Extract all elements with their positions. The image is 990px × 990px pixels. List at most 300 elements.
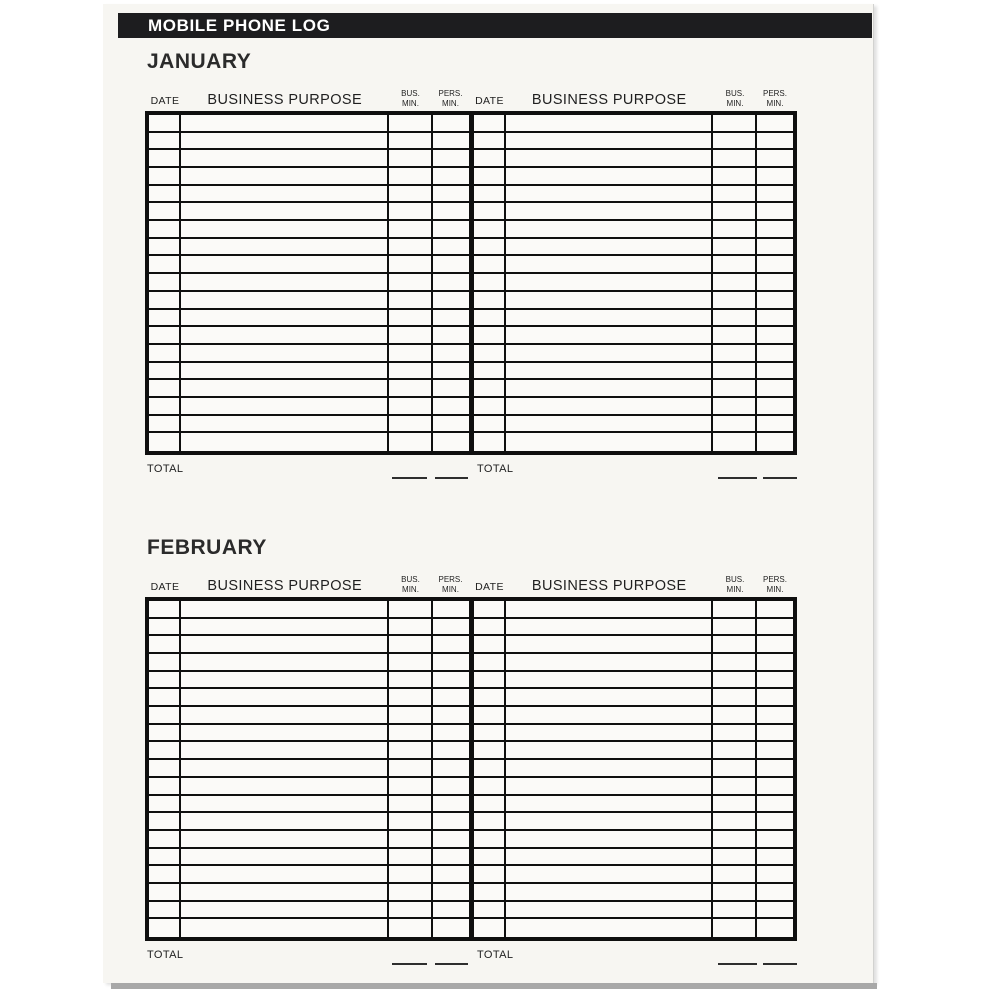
table-row (149, 742, 469, 760)
bus-min-cell (713, 239, 757, 255)
pers-min-cell (757, 778, 793, 794)
totals-row (145, 949, 797, 975)
date-cell (149, 398, 181, 414)
pers-min-cell (433, 742, 469, 758)
pers-min-cell (757, 601, 793, 617)
purpose-cell (181, 902, 389, 918)
date-cell (474, 760, 506, 776)
table-row (149, 919, 469, 937)
pers-min-cell (757, 186, 793, 202)
pers-min-cell (433, 115, 469, 131)
bus-min-cell (389, 416, 433, 432)
date-cell (149, 221, 181, 237)
purpose-cell (181, 636, 389, 652)
bus-min-cell (713, 884, 757, 900)
column-header-bus-min: BUS. MIN. (401, 575, 420, 594)
column-header-bus-min: BUS. MIN. (725, 89, 745, 108)
bus-min-cell (713, 813, 757, 829)
bus-min-cell (389, 327, 433, 343)
pers-min-cell (757, 902, 793, 918)
bus-min-cell (389, 115, 433, 131)
table-row (474, 902, 794, 920)
column-header-pers-min: PERS. MIN. (762, 89, 787, 108)
table-row (474, 221, 794, 239)
purpose-cell (181, 689, 389, 705)
pers-min-cell (757, 345, 793, 361)
table-row (149, 398, 469, 416)
purpose-cell (181, 115, 389, 131)
date-cell (474, 619, 506, 635)
purpose-cell (181, 274, 389, 290)
month-title: FEBRUARY (147, 536, 267, 559)
total-blank-line-bus-left (392, 477, 427, 479)
bus-min-cell (713, 186, 757, 202)
purpose-cell (181, 849, 389, 865)
date-cell (149, 310, 181, 326)
purpose-cell (506, 831, 714, 847)
pers-min-cell (433, 203, 469, 219)
month-section (145, 50, 797, 489)
bus-min-cell (389, 601, 433, 617)
purpose-cell (181, 327, 389, 343)
purpose-cell (181, 239, 389, 255)
purpose-cell (506, 310, 714, 326)
date-cell (149, 707, 181, 723)
bus-min-cell (713, 115, 757, 131)
bus-min-cell (389, 778, 433, 794)
purpose-cell (506, 813, 714, 829)
table-row (474, 416, 794, 434)
pers-min-cell (757, 672, 793, 688)
purpose-cell (181, 310, 389, 326)
purpose-cell (506, 292, 714, 308)
date-cell (149, 239, 181, 255)
pers-min-cell (757, 221, 793, 237)
date-cell (474, 601, 506, 617)
purpose-cell (181, 707, 389, 723)
date-cell (474, 636, 506, 652)
pers-min-cell (433, 725, 469, 741)
pers-min-cell (433, 619, 469, 635)
date-cell (149, 884, 181, 900)
date-cell (474, 133, 506, 149)
purpose-cell (181, 778, 389, 794)
column-header-business-purpose: BUSINESS PURPOSE (531, 578, 687, 594)
pers-min-cell (757, 380, 793, 396)
date-cell (474, 813, 506, 829)
table-row (149, 601, 469, 619)
date-cell (149, 601, 181, 617)
purpose-cell (506, 239, 714, 255)
purpose-cell (506, 778, 714, 794)
pers-min-cell (757, 203, 793, 219)
purpose-cell (506, 884, 714, 900)
bus-min-cell (713, 778, 757, 794)
pers-min-cell (433, 601, 469, 617)
table-row (474, 256, 794, 274)
date-cell (474, 707, 506, 723)
pers-min-cell (757, 849, 793, 865)
date-cell (149, 831, 181, 847)
table-row (474, 186, 794, 204)
bus-min-cell (389, 849, 433, 865)
purpose-cell (506, 849, 714, 865)
pers-min-cell (757, 689, 793, 705)
table-row (474, 742, 794, 760)
pers-min-cell (433, 398, 469, 414)
table-row (474, 133, 794, 151)
pers-min-cell (433, 902, 469, 918)
date-cell (474, 380, 506, 396)
purpose-cell (181, 742, 389, 758)
purpose-cell (506, 256, 714, 272)
purpose-cell (506, 689, 714, 705)
date-cell (149, 725, 181, 741)
pers-min-cell (433, 831, 469, 847)
bus-min-cell (389, 760, 433, 776)
table-row (149, 778, 469, 796)
pers-min-cell (433, 778, 469, 794)
pers-min-cell (433, 274, 469, 290)
table-row (474, 398, 794, 416)
pers-min-cell (433, 221, 469, 237)
pers-min-cell (757, 760, 793, 776)
date-cell (149, 813, 181, 829)
pers-min-cell (757, 831, 793, 847)
column-header-date: DATE (150, 95, 180, 107)
date-cell (474, 831, 506, 847)
purpose-cell (506, 636, 714, 652)
bus-min-cell (389, 919, 433, 937)
date-cell (149, 203, 181, 219)
bus-min-cell (713, 310, 757, 326)
bus-min-cell (713, 831, 757, 847)
table-row (149, 433, 469, 451)
pers-min-cell (433, 760, 469, 776)
pers-min-cell (757, 796, 793, 812)
table-half-left (149, 115, 469, 451)
purpose-cell (506, 274, 714, 290)
pers-min-cell (757, 742, 793, 758)
table-row (149, 672, 469, 690)
pers-min-cell (433, 884, 469, 900)
bus-min-cell (713, 760, 757, 776)
date-cell (149, 866, 181, 882)
purpose-cell (506, 327, 714, 343)
purpose-cell (181, 203, 389, 219)
date-cell (474, 292, 506, 308)
date-cell (474, 256, 506, 272)
purpose-cell (181, 884, 389, 900)
table-row (149, 363, 469, 381)
purpose-cell (181, 416, 389, 432)
purpose-cell (181, 433, 389, 451)
table-row (149, 221, 469, 239)
table-row (474, 813, 794, 831)
table-half-left (149, 601, 469, 937)
purpose-cell (181, 654, 389, 670)
bus-min-cell (713, 725, 757, 741)
table-row (474, 239, 794, 257)
table-row (149, 689, 469, 707)
bus-min-cell (713, 689, 757, 705)
column-header-business-purpose: BUSINESS PURPOSE (207, 92, 363, 108)
title-bar (118, 13, 872, 38)
purpose-cell (181, 725, 389, 741)
purpose-cell (181, 345, 389, 361)
column-header-pers-min: PERS. MIN. (438, 89, 463, 108)
totals-row (145, 463, 797, 489)
purpose-cell (506, 150, 714, 166)
purpose-cell (181, 398, 389, 414)
purpose-cell (181, 221, 389, 237)
bus-min-cell (389, 742, 433, 758)
pers-min-cell (433, 866, 469, 882)
pers-min-cell (433, 689, 469, 705)
bus-min-cell (389, 221, 433, 237)
column-header-date: DATE (475, 581, 504, 593)
bus-min-cell (713, 866, 757, 882)
table-row (149, 813, 469, 831)
date-cell (149, 742, 181, 758)
bus-min-cell (389, 292, 433, 308)
bus-min-cell (713, 796, 757, 812)
bus-min-cell (389, 256, 433, 272)
purpose-cell (506, 133, 714, 149)
pers-min-cell (757, 256, 793, 272)
bus-min-cell (713, 150, 757, 166)
month-title: JANUARY (147, 50, 252, 73)
total-label-left: TOTAL (147, 949, 184, 961)
column-headers (145, 570, 797, 594)
bus-min-cell (389, 796, 433, 812)
purpose-cell (181, 813, 389, 829)
column-headers-left (149, 575, 469, 594)
bus-min-cell (713, 601, 757, 617)
table-row (474, 796, 794, 814)
log-page (103, 4, 874, 983)
pers-min-cell (433, 654, 469, 670)
purpose-cell (181, 601, 389, 617)
table-row (149, 831, 469, 849)
bus-min-cell (389, 345, 433, 361)
pers-min-cell (433, 380, 469, 396)
pers-min-cell (433, 672, 469, 688)
bus-min-cell (389, 310, 433, 326)
pers-min-cell (757, 654, 793, 670)
bus-min-cell (713, 433, 757, 451)
table-row (149, 203, 469, 221)
date-cell (149, 115, 181, 131)
date-cell (474, 150, 506, 166)
date-cell (149, 433, 181, 451)
pers-min-cell (433, 256, 469, 272)
table-row (149, 256, 469, 274)
date-cell (474, 866, 506, 882)
purpose-cell (506, 707, 714, 723)
table-row (474, 327, 794, 345)
purpose-cell (506, 416, 714, 432)
table-row (474, 203, 794, 221)
table-row (149, 168, 469, 186)
bus-min-cell (389, 813, 433, 829)
date-cell (474, 274, 506, 290)
bus-min-cell (389, 398, 433, 414)
date-cell (474, 203, 506, 219)
bus-min-cell (389, 433, 433, 451)
bus-min-cell (389, 636, 433, 652)
table-row (474, 363, 794, 381)
purpose-cell (506, 919, 714, 937)
purpose-cell (506, 380, 714, 396)
table-row (474, 168, 794, 186)
pers-min-cell (757, 919, 793, 937)
pers-min-cell (757, 168, 793, 184)
total-label-right: TOTAL (477, 949, 514, 961)
bus-min-cell (713, 672, 757, 688)
table-row (474, 884, 794, 902)
bus-min-cell (713, 221, 757, 237)
bus-min-cell (713, 168, 757, 184)
table-row (474, 345, 794, 363)
pers-min-cell (757, 133, 793, 149)
column-headers (145, 84, 797, 108)
pers-min-cell (433, 433, 469, 451)
bus-min-cell (389, 866, 433, 882)
bus-min-cell (713, 203, 757, 219)
table-row (474, 831, 794, 849)
pers-min-cell (757, 707, 793, 723)
total-blank-line-pers-left (435, 963, 468, 965)
bus-min-cell (713, 416, 757, 432)
pers-min-cell (757, 619, 793, 635)
purpose-cell (506, 902, 714, 918)
table-row (149, 902, 469, 920)
purpose-cell (506, 654, 714, 670)
pers-min-cell (433, 292, 469, 308)
pers-min-cell (757, 310, 793, 326)
bus-min-cell (389, 725, 433, 741)
pers-min-cell (757, 363, 793, 379)
table-row (149, 150, 469, 168)
date-cell (474, 363, 506, 379)
bus-min-cell (389, 831, 433, 847)
date-cell (149, 778, 181, 794)
purpose-cell (506, 168, 714, 184)
total-blank-line-pers-right (763, 963, 797, 965)
bus-min-cell (713, 380, 757, 396)
pers-min-cell (757, 398, 793, 414)
log-table (145, 111, 797, 455)
column-headers-right (474, 575, 794, 594)
purpose-cell (181, 796, 389, 812)
date-cell (474, 345, 506, 361)
date-cell (149, 256, 181, 272)
date-cell (149, 274, 181, 290)
total-blank-line-bus-right (718, 477, 757, 479)
date-cell (149, 919, 181, 937)
bus-min-cell (389, 902, 433, 918)
table-row (149, 380, 469, 398)
total-blank-line-bus-right (718, 963, 757, 965)
pers-min-cell (757, 274, 793, 290)
pers-min-cell (757, 884, 793, 900)
bus-min-cell (389, 707, 433, 723)
pers-min-cell (757, 636, 793, 652)
table-row (474, 150, 794, 168)
table-row (474, 866, 794, 884)
pers-min-cell (433, 919, 469, 937)
column-header-date: DATE (475, 95, 504, 107)
purpose-cell (506, 433, 714, 451)
table-row (474, 707, 794, 725)
month-section (145, 536, 797, 975)
pers-min-cell (757, 725, 793, 741)
pers-min-cell (433, 310, 469, 326)
pers-min-cell (433, 707, 469, 723)
pers-min-cell (433, 636, 469, 652)
date-cell (149, 380, 181, 396)
column-header-bus-min: BUS. MIN. (725, 575, 745, 594)
date-cell (149, 292, 181, 308)
column-header-pers-min: PERS. MIN. (438, 575, 463, 594)
purpose-cell (506, 742, 714, 758)
table-row (149, 849, 469, 867)
table-row (149, 866, 469, 884)
table-row (474, 672, 794, 690)
date-cell (474, 672, 506, 688)
total-label-left: TOTAL (147, 463, 184, 475)
bus-min-cell (389, 363, 433, 379)
total-blank-line-pers-left (435, 477, 468, 479)
table-row (474, 115, 794, 133)
column-header-business-purpose: BUSINESS PURPOSE (207, 578, 363, 594)
purpose-cell (181, 363, 389, 379)
date-cell (149, 619, 181, 635)
purpose-cell (506, 760, 714, 776)
date-cell (149, 902, 181, 918)
purpose-cell (181, 919, 389, 937)
purpose-cell (506, 672, 714, 688)
table-row (474, 310, 794, 328)
date-cell (149, 796, 181, 812)
pers-min-cell (433, 363, 469, 379)
column-header-bus-min: BUS. MIN. (401, 89, 420, 108)
table-row (474, 760, 794, 778)
table-row (474, 636, 794, 654)
bus-min-cell (713, 327, 757, 343)
purpose-cell (181, 256, 389, 272)
purpose-cell (181, 866, 389, 882)
date-cell (474, 310, 506, 326)
date-cell (474, 327, 506, 343)
table-row (149, 327, 469, 345)
table-row (474, 601, 794, 619)
date-cell (149, 654, 181, 670)
pers-min-cell (433, 133, 469, 149)
date-cell (474, 115, 506, 131)
pers-min-cell (757, 292, 793, 308)
pers-min-cell (433, 186, 469, 202)
table-row (149, 345, 469, 363)
purpose-cell (506, 221, 714, 237)
purpose-cell (506, 398, 714, 414)
table-row (474, 292, 794, 310)
date-cell (149, 327, 181, 343)
page-title: MOBILE PHONE LOG (148, 16, 331, 35)
purpose-cell (506, 203, 714, 219)
table-row (149, 115, 469, 133)
